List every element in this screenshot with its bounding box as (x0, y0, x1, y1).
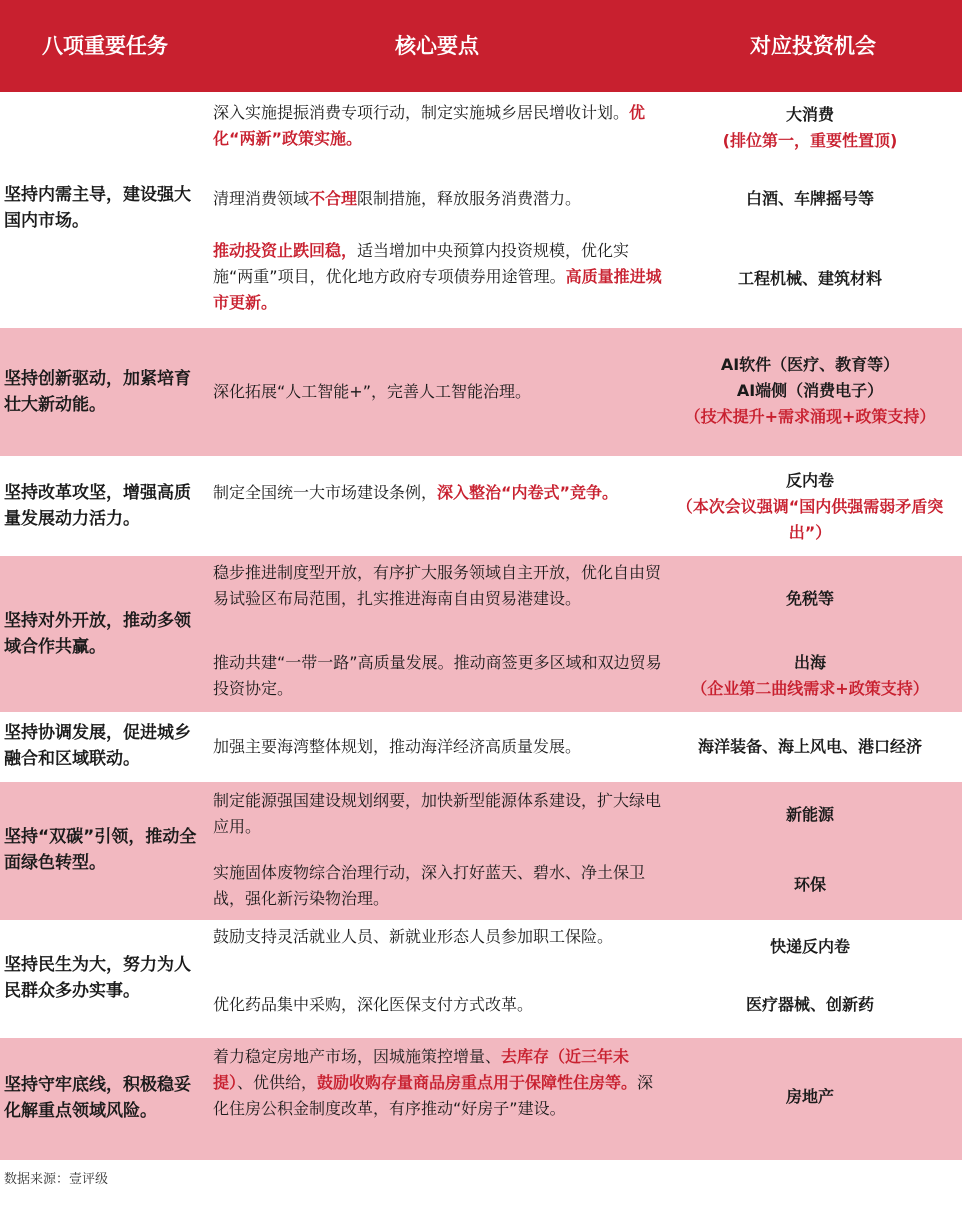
point-cell: 优化药品集中采购，深化医保支付方式改革。 (213, 995, 534, 1014)
point-cell: 鼓励支持灵活就业人员、新就业形态人员参加职工保险。 (213, 927, 614, 946)
point-cell: 推动投资止跌回稳，适当增加中央预算内投资规模，优化实施“两重”项目，优化地方政府专项债券用途管理。高质量推进城市更新。 (213, 241, 662, 312)
task-cell: 坚持改革攻坚，增强高质量发展动力活力。 (4, 483, 191, 529)
header-task: 八项重要任务 (42, 34, 168, 58)
point-cell: 制定全国统一大市场建设条例，深入整治“内卷式”竞争。 (213, 483, 619, 502)
investment-cell: 免税等 (785, 589, 834, 608)
point-cell: 加强主要海湾整体规划，推动海洋经济高质量发展。 (213, 737, 582, 756)
investment-cell: 大消费 (排位第一，重要性置顶) (722, 105, 898, 150)
point-cell: 清理消费领域不合理限制措施，释放服务消费潜力。 (213, 189, 582, 208)
point-cell: 深化拓展“人工智能+”，完善人工智能治理。 (213, 382, 531, 401)
investment-cell: AI软件（医疗、教育等） AI端侧（消费电子） （技术提升+需求涌现+政策支持） (684, 355, 936, 426)
task-cell: 坚持创新驱动，加紧培育壮大新动能。 (4, 369, 191, 415)
point-cell: 推动共建“一带一路”高质量发展。推动商签更多区域和双边贸易投资协定。 (213, 653, 662, 698)
task-cell: 坚持“双碳”引领，推动全面绿色转型。 (4, 827, 197, 873)
investment-cell: 房地产 (785, 1087, 834, 1106)
header-investments: 对应投资机会 (750, 34, 876, 58)
data-source-note: 数据来源：壹评级 (4, 1172, 109, 1187)
investment-cell: 快递反内卷 (769, 937, 850, 956)
table-row (0, 94, 962, 326)
task-cell: 坚持守牢底线，积极稳妥化解重点领域风险。 (4, 1075, 191, 1121)
task-cell: 坚持民生为大，努力为人民群众多办实事。 (4, 955, 191, 1001)
point-cell: 实施固体废物综合治理行动，深入打好蓝天、碧水、净土保卫战，强化新污染物治理。 (213, 863, 646, 908)
investment-cell: 医疗器械、创新药 (745, 995, 874, 1014)
task-cell: 坚持内需主导，建设强大国内市场。 (4, 185, 191, 231)
point-cell: 着力稳定房地产市场，因城施策控增量、去库存（近三年未提）、优供给，鼓励收购存量商品房重点用于保障性住房等。深化住房公积金制度改革，有序推动“好房子”建设。 (213, 1047, 654, 1118)
investment-cell: 海洋装备、海上风电、港口经济 (697, 737, 922, 756)
investment-cell: 白酒、车牌摇号等 (745, 189, 874, 208)
table-header (0, 0, 962, 92)
task-cell: 坚持对外开放，推动多领域合作共赢。 (4, 611, 191, 657)
table-row (0, 782, 962, 920)
investment-cell: 环保 (793, 875, 826, 894)
point-cell: 稳步推进制度型开放，有序扩大服务领域自主开放，优化自由贸易试验区布局范围，扎实推进海南自由贸易港建设。 (213, 563, 662, 608)
header-points: 核心要点 (395, 34, 479, 58)
point-cell: 制定能源强国建设规划纲要，加快新型能源体系建设，扩大绿电应用。 (213, 791, 662, 836)
table-row (0, 922, 962, 1036)
table-row (0, 714, 962, 780)
investment-cell: 工程机械、建筑材料 (737, 269, 882, 288)
table-row (0, 1038, 962, 1160)
point-cell: 深入实施提振消费专项行动，制定实施城乡居民增收计划。优化“两新”政策实施。 (213, 103, 646, 148)
investment-cell: 出海 （企业第二曲线需求+政策支持） (691, 653, 929, 698)
investment-cell: 反内卷 （本次会议强调“国内供强需弱矛盾突出”） (676, 471, 944, 542)
table-row (0, 458, 962, 554)
table-row (0, 328, 962, 456)
table-row (0, 556, 962, 712)
investment-cell: 新能源 (785, 805, 834, 824)
task-cell: 坚持协调发展，促进城乡融合和区域联动。 (4, 723, 191, 769)
